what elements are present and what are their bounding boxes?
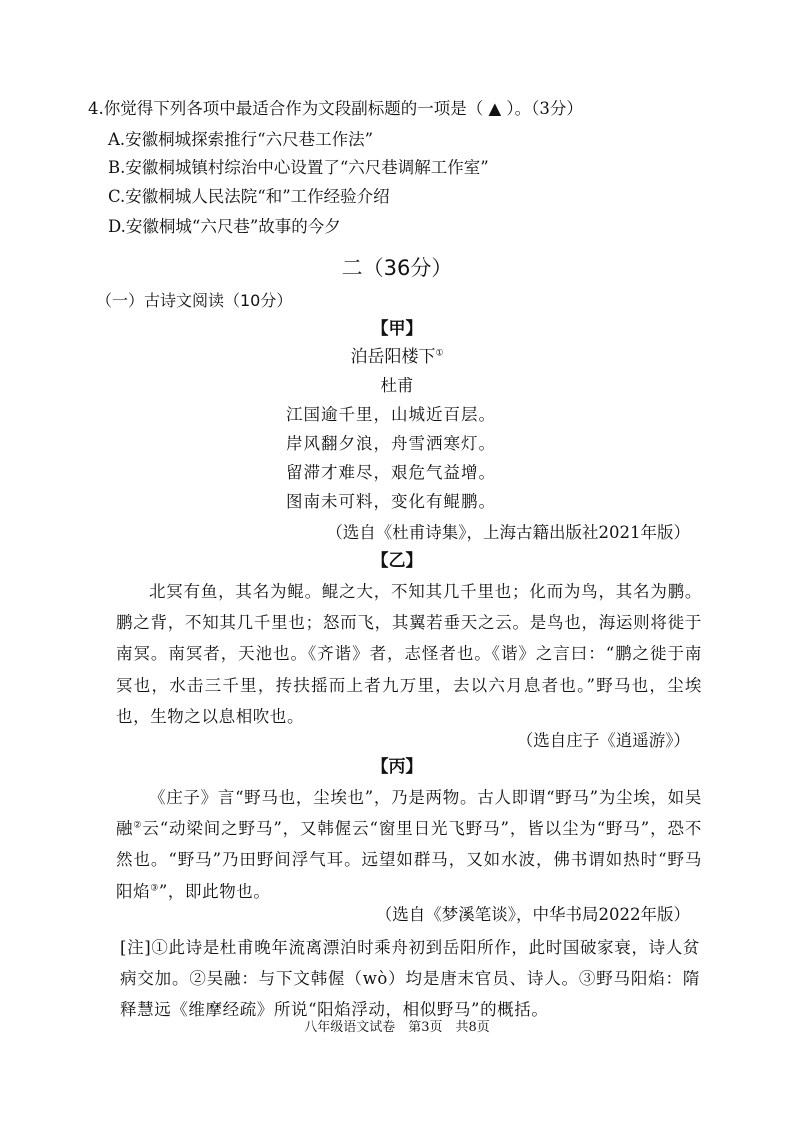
poem-title xyxy=(0,346,794,368)
passage-yi-text: 北冥有鱼，其名为鲲。鲲之大，不知其几千里也；化而为鸟，其名为鹏。鹏之背，不知其几千里也；怒而飞，其翼若垂天之云。是鸟也，海运则将徙于南冥。南冥者，天池也。《齐谐》者，志怪者也。《谐》之言曰：“鹏之徙于南冥也，水击三千里，抟扶摇而上者九万里，去以六月息者也。”野马也，尘埃也，生物之以息相吹也。 xyxy=(116,582,702,726)
question-4-option-c: C.安徽桐城人民法院“和”工作经验介绍 xyxy=(108,187,390,206)
note-marker-3: ③ xyxy=(150,883,159,894)
passage-yi-label: 【乙】 xyxy=(371,551,423,571)
section-2-subtitle: （一）古诗文阅读（10分） xyxy=(96,291,293,310)
question-4-option-a: A.安徽桐城探索推行“六尺巷工作法” xyxy=(108,130,374,149)
passage-jia-label: 【甲】 xyxy=(371,319,423,339)
poem-author: 杜甫 xyxy=(380,376,414,395)
passage-bing-source: （选自《梦溪笔谈》，中华书局2022年版） xyxy=(375,905,690,924)
passage-yi-source: （选自庄子《逍遥游》） xyxy=(516,731,690,750)
poem-line-4: 图南未可料，变化有鲲鹏。 xyxy=(286,492,496,511)
passage-bing-text-part-2: 云“动梁间之野马”，又韩偓云“窗里日光飞野马”，皆以尘为“野马”，恐不然也。“野马”乃田野间浮气耳。远望如群马，又如水波，佛书谓如热时“野马阳焰 xyxy=(116,819,702,901)
passage-bing-text xyxy=(116,782,702,907)
passage-bing-text-part-1: 《庄子》言“野马也，尘埃也”，乃是两物。古人即谓“野马”为尘埃，如吴融 xyxy=(116,788,702,839)
poem-line-1: 江国逾千里，山城近百层。 xyxy=(286,405,496,424)
passage-bing-label: 【丙】 xyxy=(371,757,423,777)
annotation-notes: [注]①此诗是杜甫晚年流离漂泊时乘舟初到岳阳所作，此时国破家衰，诗人贫病交加。②吴融：与下文韩偓（wò）均是唐末官员、诗人。③野马阳焰：隋释慧远《维摩经疏》所说“阳焰浮动，相似野马”的概括。 xyxy=(120,938,700,1020)
section-2-title: 二（36分） xyxy=(341,256,453,280)
page-footer: 八年级语文试卷 第3页 共8页 xyxy=(304,1020,490,1035)
question-4-option-d: D.安徽桐城“六尺巷”故事的今夕 xyxy=(108,217,341,236)
note-marker-2: ② xyxy=(133,820,143,831)
question-4-stem: 4.你觉得下列各项中最适合作为文段副标题的一项是（ ▲ ）。（3分） xyxy=(88,99,583,118)
poem-line-2: 岸风翻夕浪，舟雪洒寒灯。 xyxy=(286,434,496,453)
poem-line-3: 留滞才难尽，艰危气益增。 xyxy=(286,463,496,482)
poem-title-text: 泊岳阳楼下 xyxy=(350,347,436,367)
passage-jia-source: （选自《杜甫诗集》，上海古籍出版社2021年版） xyxy=(326,523,690,542)
note-marker-1: ① xyxy=(435,348,444,359)
passage-bing-text-part-3: ”，即此物也。 xyxy=(158,881,271,901)
question-4-option-b: B.安徽桐城镇村综治中心设置了“六尺巷调解工作室” xyxy=(108,158,489,177)
